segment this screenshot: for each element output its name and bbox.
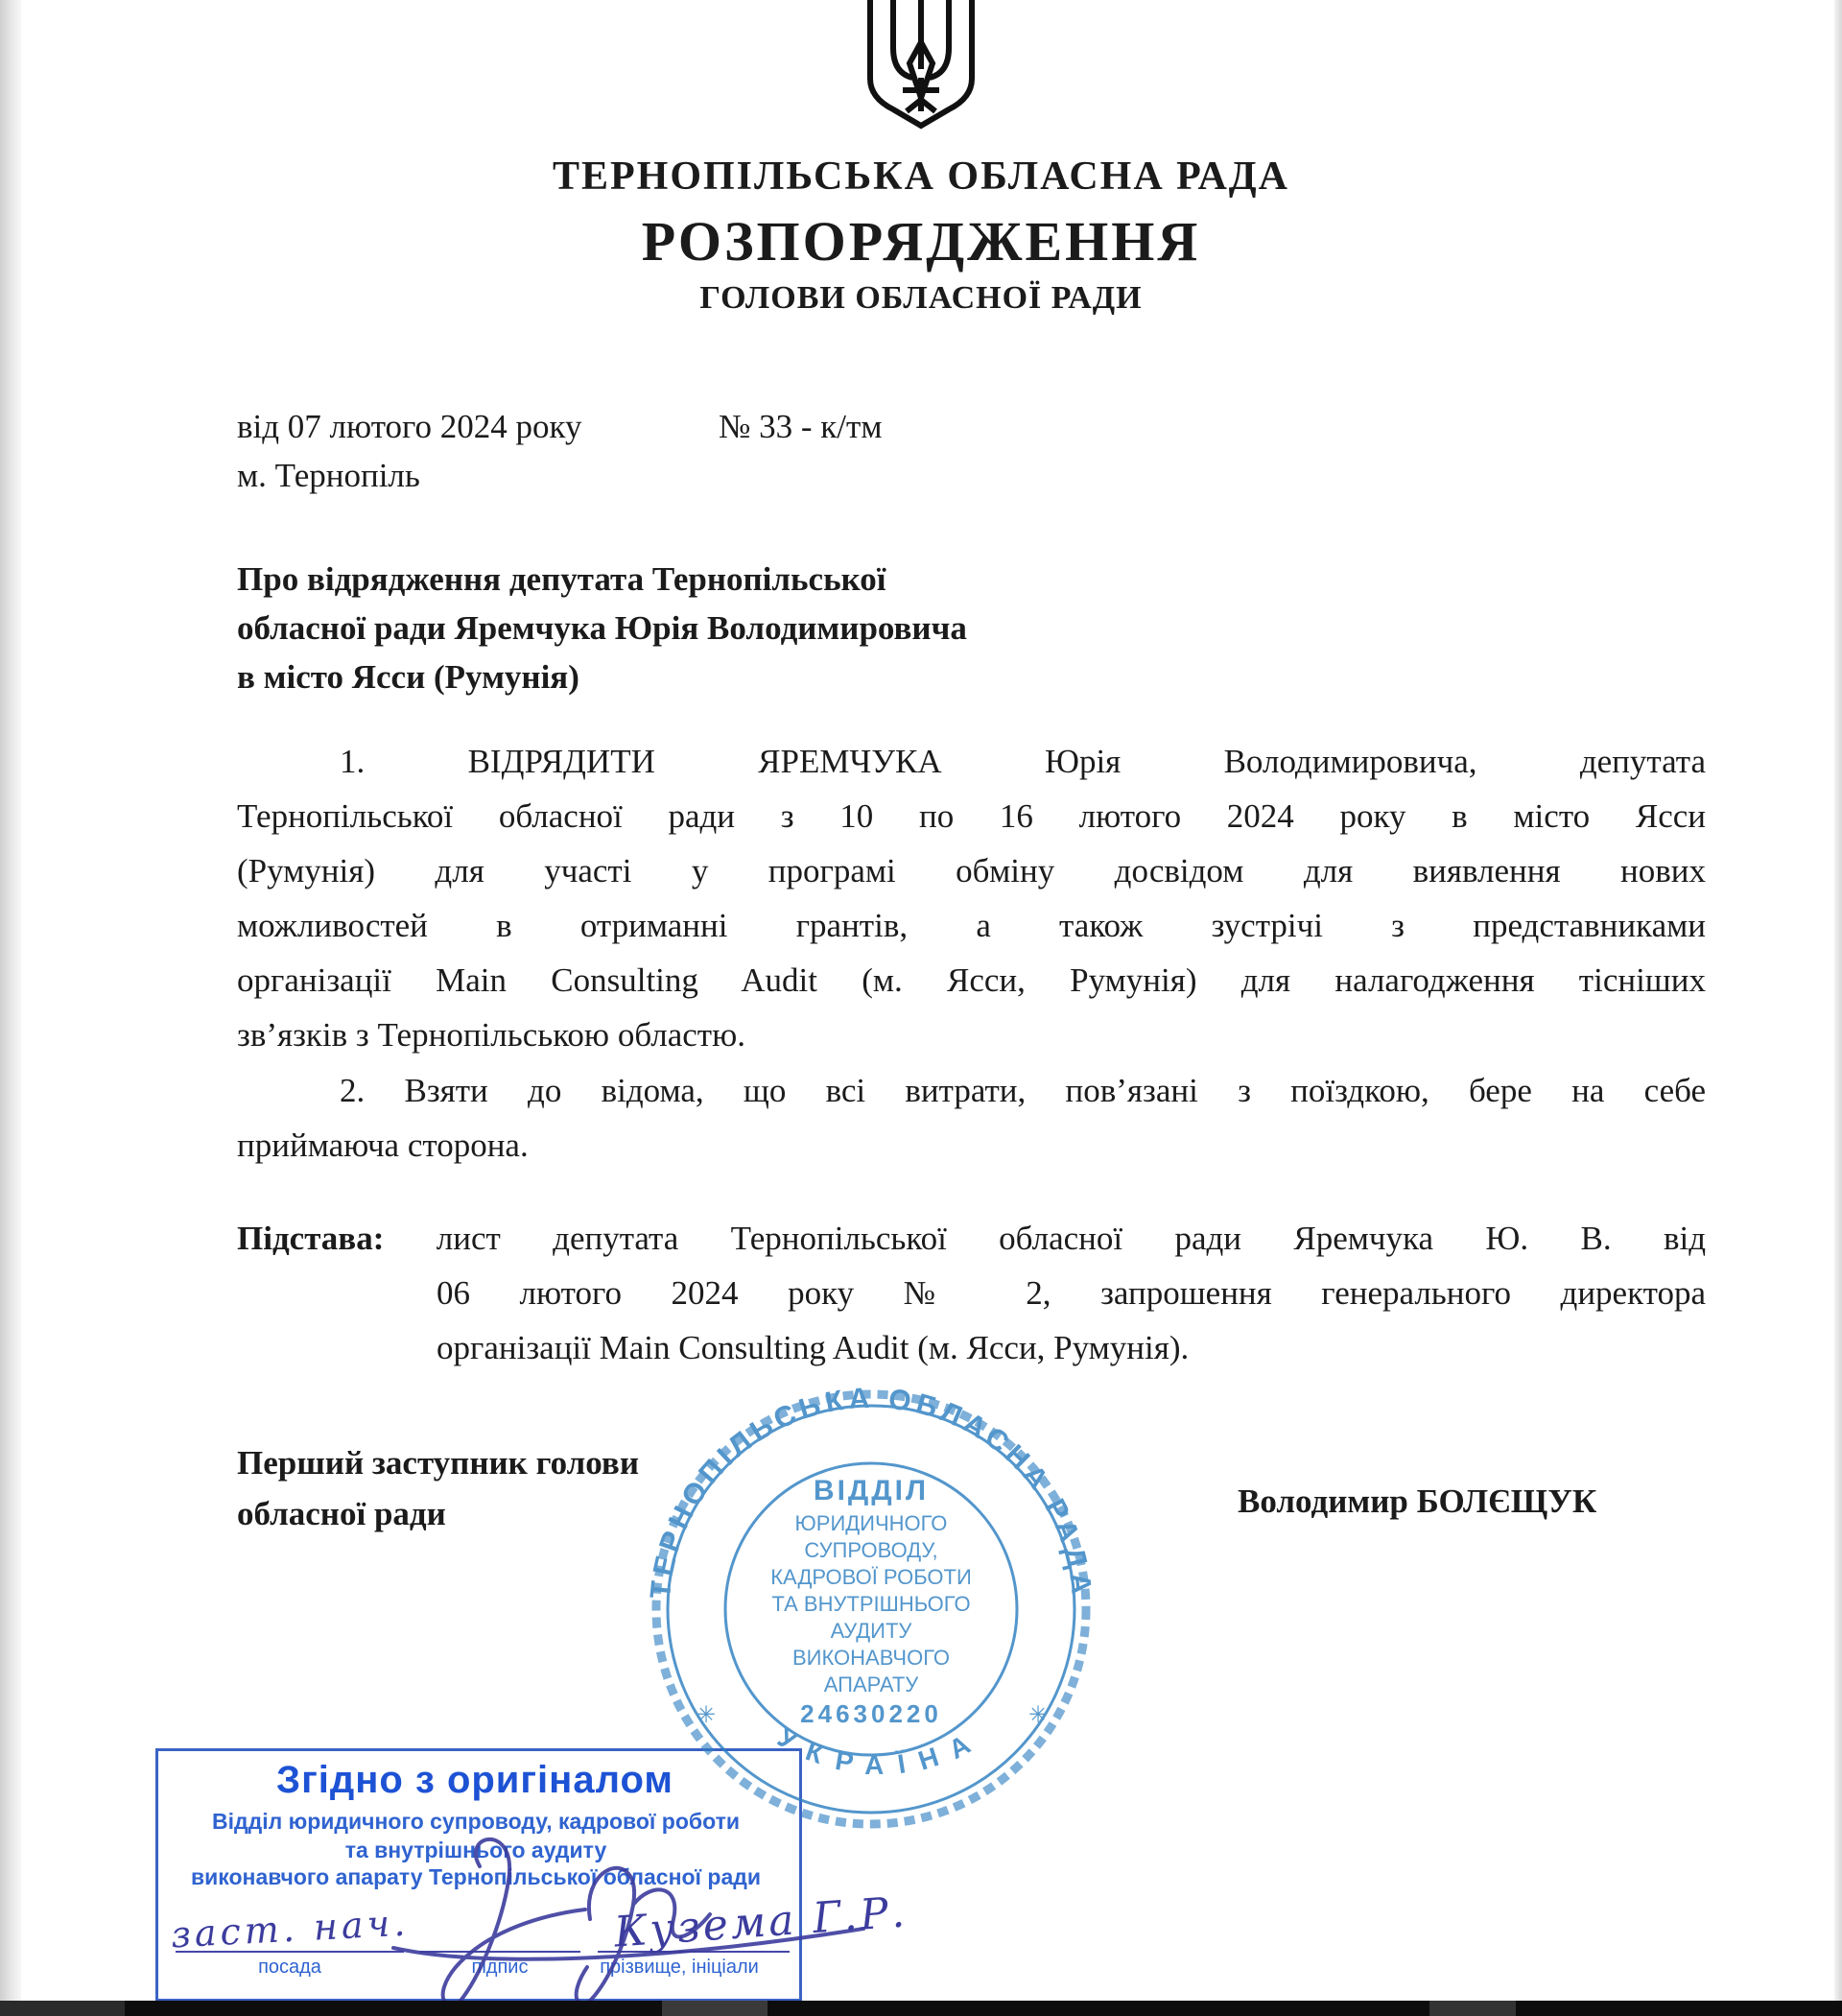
seal-center-line: АПАРАТУ: [823, 1672, 919, 1696]
certification-stamp-line: та внутрішнього аудиту: [344, 1838, 607, 1862]
basis-line: Підстава: лист депутата Тернопільської обласної ради Яремчука Ю. В. від: [237, 1220, 1707, 1257]
body-line: зв’язків з Тернопільською областю.: [237, 1016, 745, 1054]
signer-position: [237, 1437, 639, 1539]
document-date: від 07 лютого 2024 року: [237, 408, 582, 445]
organization-name: ТЕРНОПІЛЬСЬКА ОБЛАСНА РАДА: [552, 154, 1290, 199]
body-line: Тернопільської обласної ради з 10 по 16 лютого 2024 року в місто Ясси: [237, 797, 1706, 835]
seal-star-icon: ✳: [1028, 1702, 1049, 1728]
field-label-surname: прізвище, ініціали: [600, 1957, 759, 1978]
seal-star-icon: ✳: [697, 1702, 717, 1728]
handwritten-signature-icon: [365, 1823, 902, 2016]
paragraph-2: [237, 1063, 1706, 1173]
signer-name: Володимир БОЛЄЩУК: [1238, 1482, 1597, 1520]
signer-position-line: Перший заступник голови: [237, 1444, 639, 1482]
document-number: № 33 - к/тм: [719, 408, 883, 445]
subject-line: Про відрядження депутата Тернопільської: [237, 560, 886, 598]
document-type-title: РОЗПОРЯДЖЕННЯ: [641, 210, 1201, 273]
subject-line: обласної ради Яремчука Юрія Володимировича: [237, 609, 967, 647]
seal-ring-bottom-text: УКРАЇНА: [772, 1721, 989, 1780]
scan-left-edge: [0, 0, 21, 2016]
body-line: можливостей в отриманні грантів, а також зустрічі з представниками: [237, 907, 1706, 944]
scan-bar-segment: [0, 2001, 125, 2016]
svg-text:УКРАЇНА: [773, 1722, 989, 1780]
subject-line: в місто Ясси (Румунія): [237, 658, 579, 696]
scan-right-edge: [1834, 0, 1842, 2016]
handwritten-position: заст. нач.: [170, 1901, 411, 1957]
scan-bar-segment: [1429, 2001, 1516, 2016]
certification-stamp-title: Згідно з оригіналом: [276, 1759, 673, 1801]
seal-center-line: СУПРОВОДУ,: [804, 1538, 938, 1562]
tryzub-coat-of-arms-icon: [849, 0, 993, 146]
document-subtitle: ГОЛОВИ ОБЛАСНОЇ РАДИ: [699, 280, 1143, 316]
field-label-signature: підпис: [471, 1957, 529, 1978]
basis-line: організації Main Consulting Audit (м. Ясси, Румунія).: [437, 1329, 1190, 1366]
body-line: організації Main Consulting Audit (м. Ясси, Румунія) для налагодження тісніших: [237, 961, 1706, 999]
scan-bar-segment: [662, 2001, 768, 2016]
body-line: 1. ВІДРЯДИТИ ЯРЕМЧУКА Юрія Володимировича, депутата: [340, 743, 1706, 780]
body-line: 2. Взяти до відома, що всі витрати, пов’язані з поїздкою, бере на себе: [340, 1072, 1706, 1109]
scan-bottom-bar: [0, 2001, 1842, 2016]
seal-center-line: ЮРИДИЧНОГО: [794, 1511, 948, 1535]
seal-center-line: АУДИТУ: [830, 1619, 912, 1643]
seal-center-line: ВИКОНАВЧОГО: [792, 1646, 950, 1670]
handwritten-name: Кузема Г.Р.: [612, 1887, 909, 1957]
field-label-position: посада: [258, 1957, 321, 1978]
basis-label: Підстава:: [237, 1220, 385, 1257]
body-line: (Румунія) для участі у програмі обміну досвідом для виявлення нових: [237, 852, 1706, 889]
seal-center-line: ТА ВНУТРІШНЬОГО: [771, 1592, 971, 1616]
document-city: м. Тернопіль: [237, 457, 420, 494]
seal-center-line: КАДРОВОЇ РОБОТИ: [770, 1565, 972, 1589]
paragraph-1: [237, 734, 1706, 1062]
basis-line: 06 лютого 2024 року № 2, запрошення генерального директора: [437, 1274, 1706, 1312]
seal-center-code: 24630220: [800, 1699, 942, 1728]
seal-ring-text: ТЕРНОПІЛЬСЬКА ОБЛАСНА РАДА: [645, 1382, 1098, 1601]
seal-center-line: ВІДДІЛ: [813, 1475, 930, 1506]
document-subject: [237, 555, 967, 701]
signer-position-line: обласної ради: [237, 1495, 446, 1532]
body-line: приймаюча сторона.: [237, 1127, 529, 1164]
basis-section: [237, 1211, 1706, 1375]
certification-stamp-line: Відділ юридичного супроводу, кадрової роботи: [212, 1809, 740, 1834]
certification-stamp-line: виконавчого апарату Тернопільської обласної ради: [191, 1864, 761, 1889]
official-round-seal: [641, 1379, 1101, 1844]
